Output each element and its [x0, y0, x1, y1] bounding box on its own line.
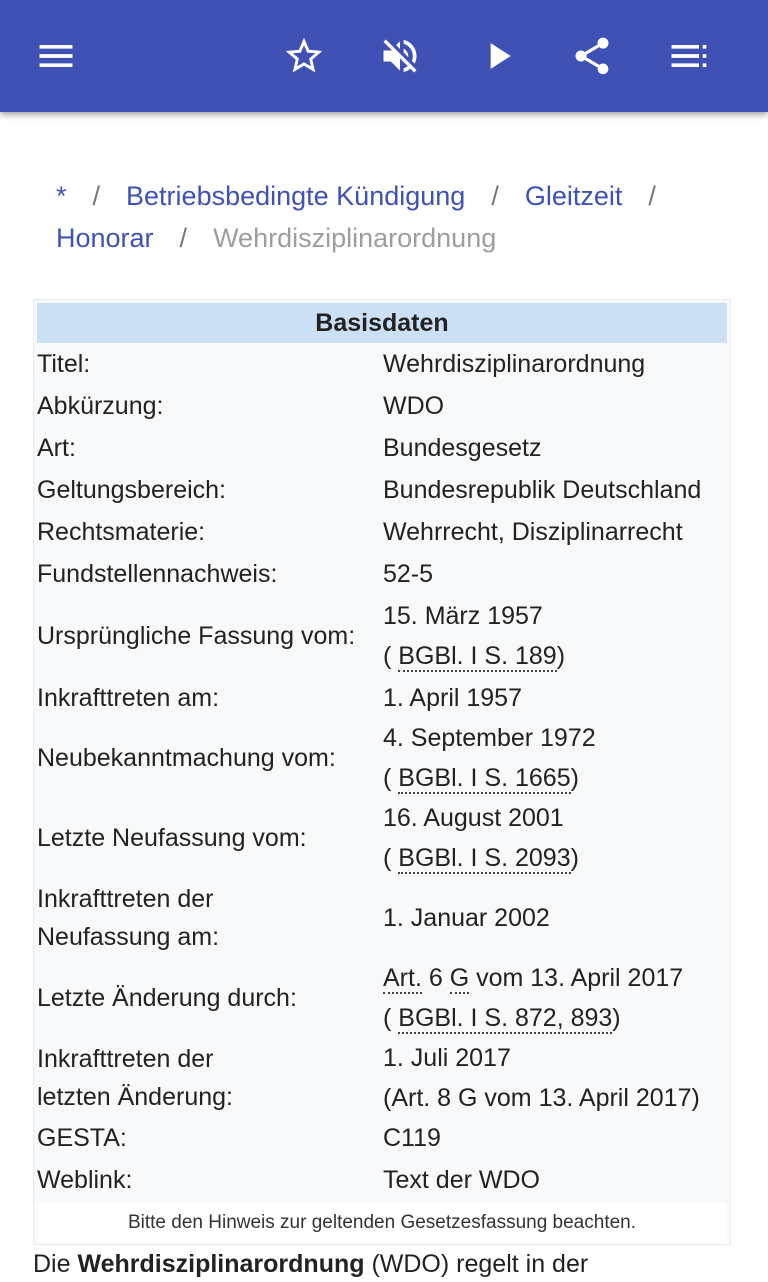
row-value: Wehrrecht, Disziplinarrecht	[383, 518, 683, 546]
infobox-row-neubekanntmachung	[37, 718, 727, 798]
ref-close: )	[556, 642, 566, 670]
infobox-row-inkrafttreten-aenderung	[37, 1038, 727, 1118]
row-value: 16. August 2001	[383, 804, 564, 832]
infobox-row-geltungsbereich	[37, 470, 727, 510]
infobox-row-gesta	[37, 1118, 727, 1158]
breadcrumb-separator: /	[179, 223, 188, 253]
article-paragraph	[33, 1246, 588, 1282]
infobox-footer-note: Bitte den Hinweis zur geltenden Gesetzesfassung beachten.	[37, 1203, 727, 1243]
playlist-icon[interactable]	[664, 32, 712, 80]
row-key-line2: Neufassung am:	[37, 923, 220, 951]
g-abbr[interactable]: G	[449, 964, 470, 992]
breadcrumb-separator: /	[92, 181, 101, 211]
infobox-row-art	[37, 428, 727, 468]
infobox-row-urspruengliche-fassung	[37, 596, 727, 676]
row-value-part: 6	[421, 964, 450, 992]
row-key: Inkrafttreten der	[37, 1045, 214, 1073]
infobox-title: Basisdaten	[37, 303, 727, 343]
row-value: 15. März 1957	[383, 602, 543, 630]
infobox-row-weblink	[37, 1160, 727, 1200]
row-key: Letzte Änderung durch:	[37, 984, 297, 1012]
row-value: C119	[383, 1124, 441, 1152]
weblink[interactable]: Text der WDO	[383, 1166, 540, 1194]
row-key: GESTA:	[37, 1124, 127, 1152]
row-key: Inkrafttreten am:	[37, 684, 220, 712]
play-icon[interactable]	[474, 32, 522, 80]
row-key: Rechtsmaterie:	[37, 518, 206, 546]
breadcrumb-separator: /	[491, 181, 499, 211]
row-value: 52-5	[383, 560, 434, 588]
bgbl-link[interactable]: BGBl. I S. 1665	[398, 764, 571, 792]
infobox-row-inkrafttreten	[37, 678, 727, 718]
menu-icon[interactable]	[32, 32, 80, 80]
paragraph-bold: Wehrdisziplinarordnung	[77, 1250, 365, 1278]
breadcrumb-item-home[interactable]: *	[56, 181, 67, 211]
art-abbr[interactable]: Art.	[383, 964, 422, 992]
breadcrumb-item-gleitzeit[interactable]: Gleitzeit	[524, 181, 623, 211]
breadcrumb-separator: /	[648, 181, 656, 211]
ref-open: (	[383, 1004, 399, 1032]
paragraph-suffix: (WDO) regelt in der	[364, 1250, 589, 1278]
row-key: Ursprüngliche Fassung vom:	[37, 622, 356, 650]
infobox-row-fundstellennachweis	[37, 554, 727, 594]
bgbl-link[interactable]: BGBl. I S. 872, 893	[398, 1004, 613, 1032]
row-key-line2: letzten Änderung:	[37, 1083, 233, 1111]
row-key: Inkrafttreten der	[37, 885, 214, 913]
bgbl-link[interactable]: BGBl. I S. 189	[398, 642, 557, 670]
star-icon[interactable]	[280, 32, 328, 80]
infobox-row-titel	[37, 344, 727, 384]
row-value: 1. April 1957	[383, 684, 522, 712]
share-icon[interactable]	[568, 32, 616, 80]
row-key: Weblink:	[37, 1166, 133, 1194]
row-value: Wehrdisziplinarordnung	[383, 350, 646, 378]
app-bar	[0, 0, 768, 112]
row-key: Fundstellennachweis:	[37, 560, 278, 588]
infobox-row-abkuerzung	[37, 386, 727, 426]
infobox	[33, 299, 731, 1245]
infobox-row-rechtsmaterie	[37, 512, 727, 552]
row-value-part: vom 13. April 2017	[469, 964, 684, 992]
row-value-line2: (Art. 8 G vom 13. April 2017)	[383, 1084, 700, 1112]
breadcrumb	[56, 175, 736, 259]
row-value: 1. Juli 2017	[383, 1044, 511, 1072]
row-key: Geltungsbereich:	[37, 476, 227, 504]
infobox-row-letzte-neufassung	[37, 798, 727, 878]
row-key: Titel:	[37, 350, 91, 378]
breadcrumb-current: Wehrdisziplinarordnung	[213, 223, 497, 253]
ref-open: (	[383, 642, 399, 670]
row-value: Bundesgesetz	[383, 434, 542, 462]
breadcrumb-item-honorar[interactable]: Honorar	[56, 223, 154, 253]
infobox-row-letzte-aenderung	[37, 958, 727, 1038]
ref-close: )	[612, 1004, 621, 1032]
bgbl-link[interactable]: BGBl. I S. 2093	[398, 844, 571, 872]
paragraph-prefix: Die	[33, 1250, 78, 1278]
row-key: Abkürzung:	[37, 392, 164, 420]
ref-open: (	[383, 764, 399, 792]
infobox-row-inkrafttreten-neufassung	[37, 878, 727, 958]
row-key: Neubekanntmachung vom:	[37, 744, 336, 772]
row-key: Art:	[37, 434, 76, 462]
row-value: WDO	[383, 392, 445, 420]
breadcrumb-item-kuendigung[interactable]: Betriebsbedingte Kündigung	[126, 181, 466, 211]
row-key: Letzte Neufassung vom:	[37, 824, 307, 852]
volume-off-icon[interactable]	[376, 32, 424, 80]
row-value: 4. September 1972	[383, 724, 596, 752]
ref-open: (	[383, 844, 399, 872]
row-value: 1. Januar 2002	[383, 904, 550, 932]
ref-close: )	[570, 844, 579, 872]
ref-close: )	[570, 764, 579, 792]
row-value: Bundesrepublik Deutschland	[383, 476, 702, 504]
